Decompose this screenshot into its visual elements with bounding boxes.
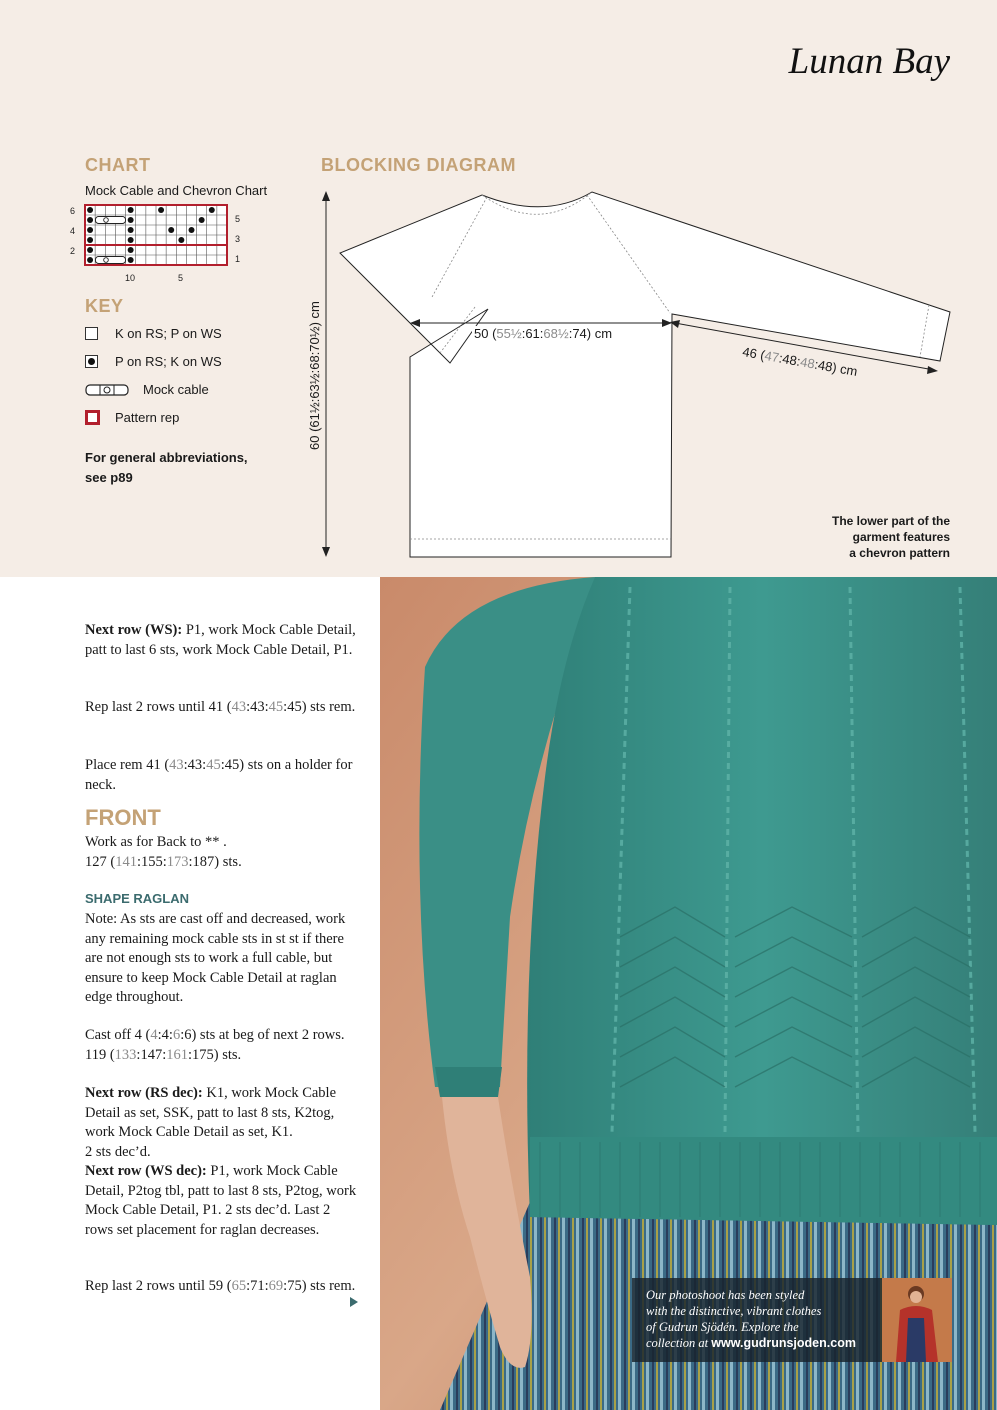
row-label-5: 5 [235, 214, 241, 224]
purl-dot [128, 247, 134, 253]
purl-dot [189, 227, 195, 233]
purl-dot [128, 217, 134, 223]
paragraph-rep-rows: Rep last 2 rows until 41 (43:43:45:45) sts rem. [85, 699, 356, 715]
page-title: Lunan Bay [788, 41, 950, 82]
chart-subtitle: Mock Cable and Chevron Chart [85, 183, 268, 198]
row-label-2: 2 [70, 246, 76, 256]
promo-box: Our photoshoot has been styled with the distinctive, vibrant clothes of Gudrun Sjödén. Explore the collection at www.gudrunsjoden.com [632, 1278, 882, 1362]
row-label-6: 6 [70, 206, 76, 216]
chest-measurement: 50 (55½:61:68½:74) cm [474, 326, 613, 341]
purl-dot [209, 207, 215, 213]
key-heading: KEY [85, 296, 124, 316]
purl-dot [87, 237, 93, 243]
purl-dot [128, 207, 134, 213]
red-square-icon [85, 410, 100, 425]
key-item-purl: P on RS; K on WS [85, 354, 222, 369]
paragraph-place-holder: Place rem 41 (43:43:45:45) sts on a holder for neck. [85, 757, 353, 793]
paragraph-next-row-ws: Next row (WS): P1, work Mock Cable Detail, patt to last 6 sts, work Mock Cable Detail, P1. [85, 622, 356, 658]
paragraph-note: Note: As sts are cast off and decreased, work any remaining mock cable sts in st st if there are not enough sts to work a full cable, but ensure to keep Mock Cable Detail at raglan edge throughout. [85, 911, 346, 1005]
paragraph-rep-until: Rep last 2 rows until 59 (65:71:69:75) sts rem. [85, 1278, 356, 1294]
blocking-heading: BLOCKING DIAGRAM [321, 155, 516, 175]
purl-dot [158, 207, 164, 213]
purl-dot [87, 217, 93, 223]
paragraph-cast-off: Cast off 4 (4:4:6:6) sts at beg of next 2 rows. 119 (133:147:161:175) sts. [85, 1027, 345, 1063]
purl-dot [87, 247, 93, 253]
purl-dot [199, 217, 205, 223]
front-heading: FRONT [85, 805, 161, 830]
continue-arrow-icon [350, 1297, 358, 1307]
key-item-mock-cable: Mock cable [85, 382, 209, 397]
mock-cable-icon [85, 383, 131, 397]
row-label-4: 4 [70, 226, 76, 236]
purl-dot [128, 237, 134, 243]
row-label-1: 1 [235, 254, 241, 264]
abbreviations-note: For general abbreviations, see p89 [85, 450, 248, 485]
sleeve-measurement: 46 (47:48:48:48) cm [741, 344, 859, 379]
purl-dot [128, 257, 134, 263]
purl-dot [87, 227, 93, 233]
row-label-3: 3 [235, 234, 241, 244]
col-label-10: 10 [125, 273, 136, 283]
promo-url[interactable]: www.gudrunsjoden.com [711, 1336, 856, 1350]
chart-heading: CHART [85, 155, 151, 175]
col-label-5: 5 [178, 273, 184, 283]
promo-thumbnail [882, 1278, 952, 1362]
empty-square-icon [85, 327, 98, 340]
purl-dot [87, 207, 93, 213]
shape-raglan-heading: SHAPE RAGLAN [85, 891, 190, 906]
purl-dot [128, 227, 134, 233]
diagram-caption: The lower part of the garment features a chevron pattern [831, 514, 950, 560]
purl-dot [87, 257, 93, 263]
key-item-pattern-rep: Pattern rep [85, 410, 179, 425]
mock-cable-chevron-chart [66, 202, 256, 288]
dot-square-icon [85, 355, 98, 368]
length-measurement: 60 (61½:63½:68:70½) cm [307, 301, 322, 450]
key-item-knit: K on RS; P on WS [85, 326, 222, 341]
blocking-diagram [300, 185, 960, 565]
purl-dot [178, 237, 184, 243]
purl-dot [168, 227, 174, 233]
paragraph-rs-dec: Next row (RS dec): K1, work Mock Cable Detail as set, SSK, patt to last 8 sts, K2tog, work Mock Cable Detail as set, K1. 2 sts dec’d. Next row (WS dec): P1, work Mock Cable Detail, P2tog tbl, patt to last 8 sts, P2tog, work Mock Cable Detail, P1. 2 sts dec’d. Last 2 rows set placement for raglan decreases. [85, 1085, 357, 1238]
paragraph-front: Work as for Back to ** . 127 (141:155:173:187) sts. [85, 834, 242, 870]
